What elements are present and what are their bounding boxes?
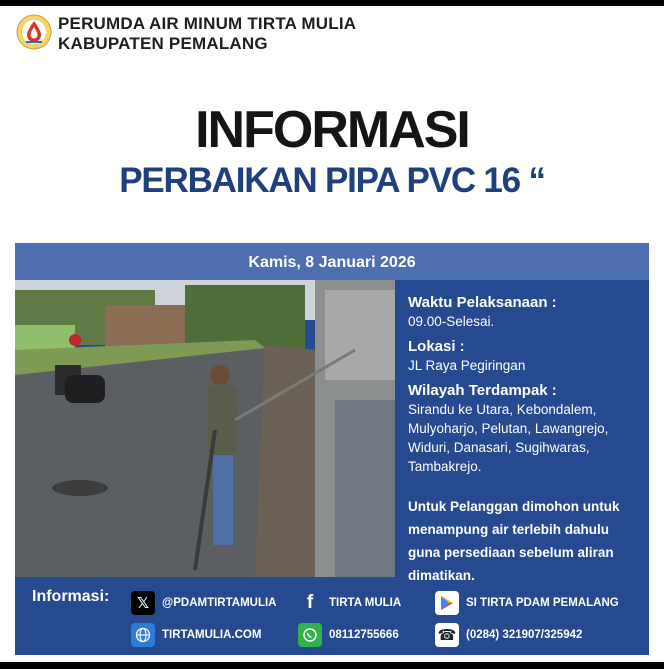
page-title: INFORMASI [195,101,469,159]
location-value: JL Raya Pegiringan [408,358,526,373]
affected-area-label: Wilayah Terdampak : [408,382,557,399]
telephone-icon: ☎ [435,623,459,647]
x-logo-icon: 𝕏 [131,591,155,615]
time-value: 09.00-Selesai. [408,314,495,329]
app-name: SI TIRTA PDAM PEMALANG [466,597,619,609]
notice-line: dimatikan. [408,568,475,583]
notice-line: guna persediaan sebelum aliran [408,545,614,560]
google-play-icon [435,591,459,615]
facebook-icon: f [306,592,314,613]
org-name-line-2: KABUPATEN PEMALANG [58,34,268,53]
website-url: TIRTAMULIA.COM [162,629,262,641]
details-panel [408,293,648,476]
globe-icon [131,623,155,647]
organization-name [58,14,356,54]
repair-photo [15,280,395,577]
x-contact[interactable] [131,591,276,615]
date-banner: Kamis, 8 Januari 2026 [15,243,649,280]
website-contact[interactable] [131,623,261,647]
facebook-name: TIRTA MULIA [329,597,402,609]
time-label: Waktu Pelaksanaan : [408,294,557,311]
info-card [15,243,649,655]
org-name-line-1: PERUMDA AIR MINUM TIRTA MULIA [58,14,357,33]
top-border [0,0,664,6]
page-subtitle: PERBAIKAN PIPA PVC 16 “ [119,161,545,200]
bottom-border [0,662,664,669]
location-label: Lokasi : [408,338,465,355]
whatsapp-icon [298,623,322,647]
playstore-contact[interactable] [435,591,619,615]
facebook-contact[interactable] [298,591,401,615]
notice-line: Untuk Pelanggan dimohon untuk [408,499,620,514]
whatsapp-contact[interactable] [298,623,399,647]
notice-line: menampung air terlebih dahulu [408,522,610,537]
x-handle: @PDAMTIRTAMULIA [162,597,277,609]
customer-notice [408,495,648,587]
affected-area-line: Tambakrejo. [408,459,482,474]
affected-area-line: Widuri, Danasari, Sugihwaras, [408,440,590,455]
contacts-label: Informasi: [32,588,110,605]
pdam-logo-icon [16,14,52,50]
whatsapp-number: 08112755666 [329,629,399,641]
phone-contact[interactable] [435,623,582,647]
affected-area-line: Sirandu ke Utara, Kebondalem, [408,402,597,417]
phone-number: (0284) 321907/325942 [466,629,583,641]
affected-area-line: Mulyoharjo, Pelutan, Lawangrejo, [408,421,609,436]
